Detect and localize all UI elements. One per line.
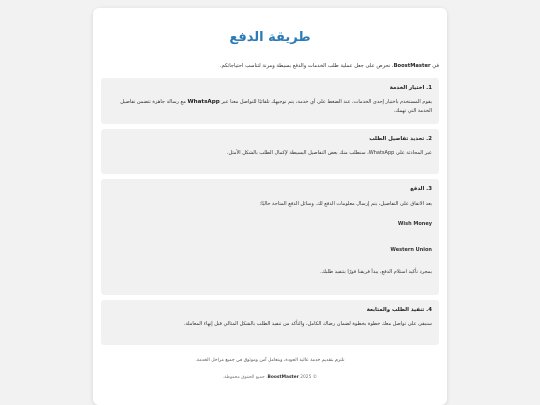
intro-text: ، نحرص على جعل عملية طلب الخدمات والدفع بسيطة ومرنة لتناسب احتياجاتكم.: [219, 63, 394, 69]
section-text-part: مع رسالة جاهزة تتضمن تفاصيل الخدمة التي تهمك.: [120, 99, 432, 114]
section-execution: [101, 300, 439, 345]
payment-card: [93, 8, 447, 405]
intro-prefix: في: [430, 63, 439, 69]
section-heading: 3. الدفع: [410, 186, 432, 192]
intro-brand: BoostMaster: [393, 63, 431, 69]
payment-method-western-union: Western Union: [390, 247, 432, 253]
intro-paragraph: [101, 63, 439, 70]
section-text-end: بمجرد تأكيد استلام الدفع، يبدأ فريقنا فورًا بتنفيذ طلبك.: [320, 269, 432, 275]
copyright-brand: BoostMaster: [267, 375, 299, 380]
footer-note: نلتزم بتقديم خدمة عالية الجودة، وبتعامل آمن وموثوق في جميع مراحل الخدمة.: [195, 358, 345, 363]
whatsapp-highlight: WhatsApp: [187, 99, 220, 105]
section-heading: 4. تنفيذ الطلب والمتابعة: [366, 307, 432, 313]
section-order-details: [101, 129, 439, 174]
section-choose-service: [101, 78, 439, 124]
copyright-year: © 2025: [298, 375, 318, 380]
payment-method-wish-money: Wish Money: [397, 221, 432, 227]
section-text-part: يقوم المستخدم باختيار إحدى الخدمات، عند الضغط على أي خدمة، يتم توجيهك تلقائيًا للتواصل معنا عبر: [219, 99, 432, 105]
section-text: سنبقى على تواصل معك خطوة بخطوة لضمان رضاك الكامل، والتأكد من تنفيذ الطلب بالشكل المثالي قبل إنهاء المعاملة.: [183, 321, 432, 327]
copyright: [101, 374, 439, 381]
section-heading: 2. تحديد تفاصيل الطلب: [369, 136, 432, 142]
section-text: بعد الاتفاق على التفاصيل، يتم إرسال معلومات الدفع لك. وسائل الدفع المتاحة حاليًا:: [259, 201, 432, 207]
section-text: عبر المحادثة على WhatsApp، سنطلب منك بعض التفاصيل البسيطة لإكمال الطلب بالشكل الأمثل.: [226, 150, 432, 156]
page-title: طريقة الدفع: [229, 30, 311, 45]
section-heading: 1. اختيار الخدمة: [389, 85, 432, 91]
section-text: [108, 98, 432, 116]
copyright-text: . جميع الحقوق محفوظة.: [222, 375, 268, 380]
section-payment: [101, 179, 439, 295]
